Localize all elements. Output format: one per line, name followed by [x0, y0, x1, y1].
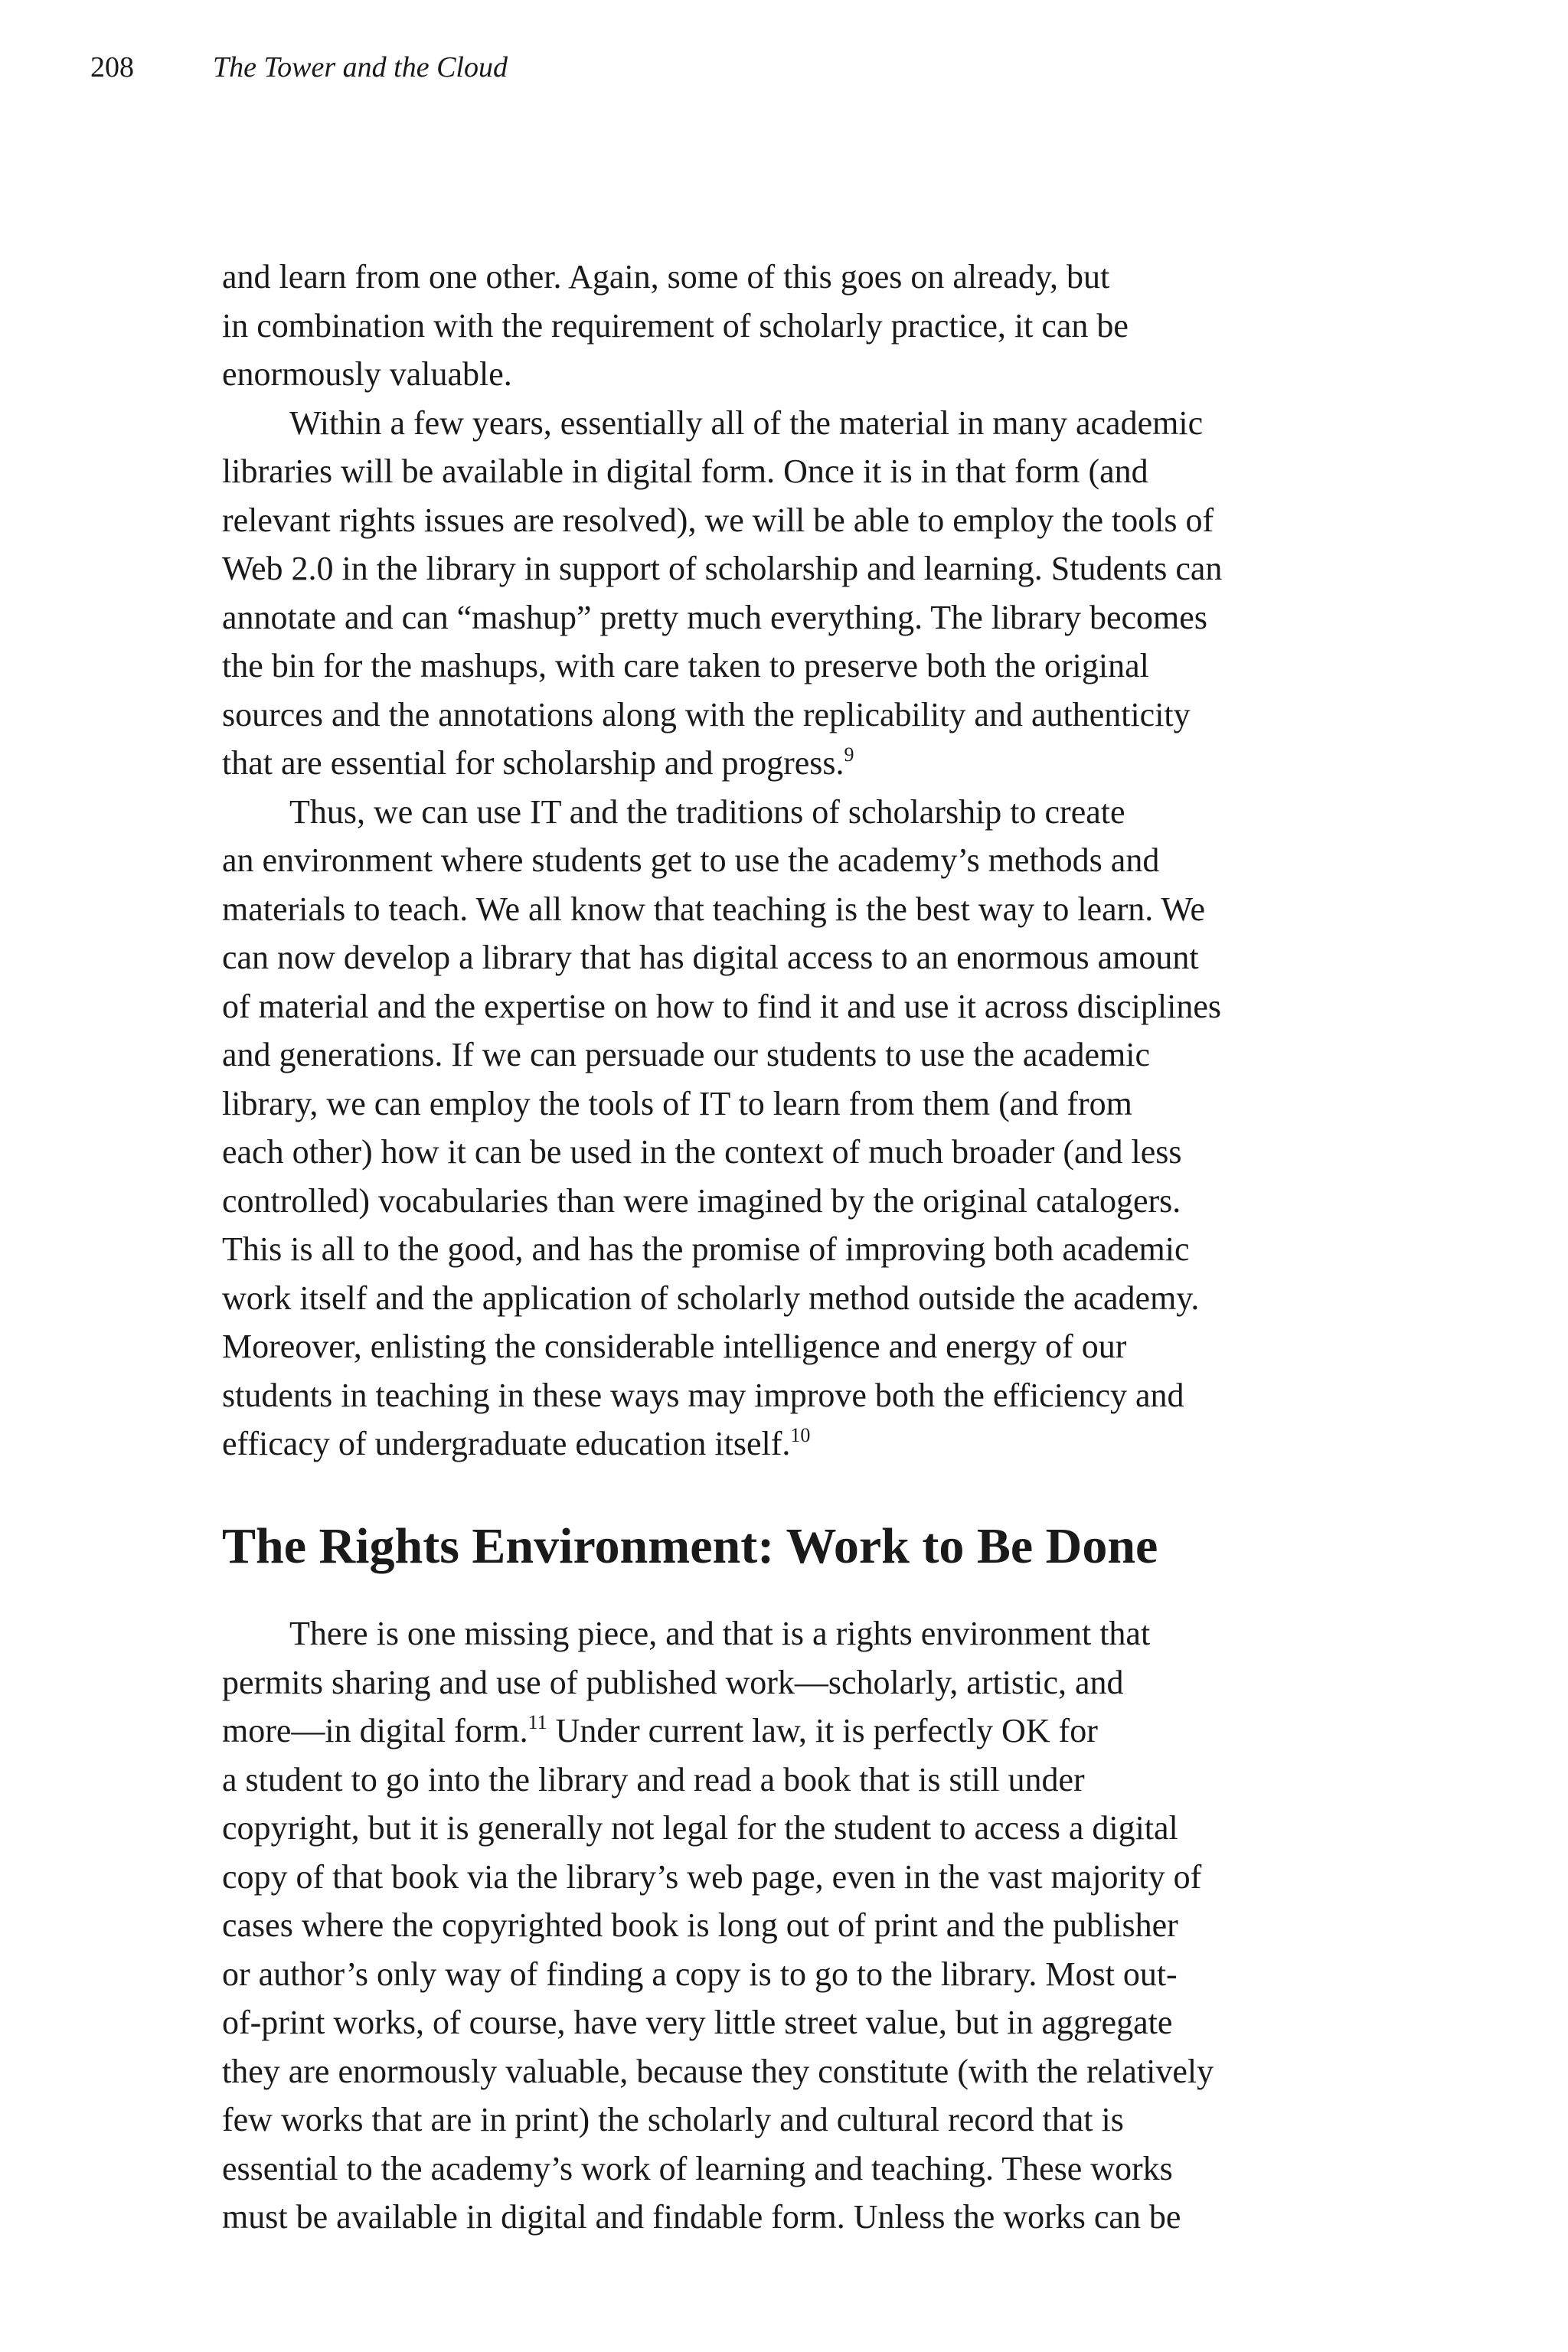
text-line: permits sharing and use of published work—scholarly, artistic, and — [222, 1663, 1124, 1701]
body-section-2 — [222, 1609, 1386, 2242]
text-line: each other) how it can be used in the context of much broader (and less — [222, 1133, 1182, 1171]
text-line: copyright, but it is generally not legal for the student to access a digital — [222, 1809, 1178, 1847]
text-line: Within a few years, essentially all of the material in many academic — [289, 403, 1204, 442]
text-line: they are enormously valuable, because they constitute (with the relatively — [222, 2052, 1214, 2090]
text-line: essential to the academy’s work of learning and teaching. These works — [222, 2149, 1173, 2187]
page-number: 208 — [90, 51, 134, 83]
text-line: libraries will be available in digital form. Once it is in that form (and — [222, 452, 1148, 490]
text-line: cases where the copyrighted book is long out of print and the publisher — [222, 1906, 1178, 1944]
text-line: annotate and can “mashup” pretty much everything. The library becomes — [222, 598, 1207, 636]
text-line: copy of that book via the library’s web page, even in the vast majority of — [222, 1857, 1202, 1896]
text-line: relevant rights issues are resolved), we will be able to employ the tools of — [222, 501, 1214, 539]
text-line: sources and the annotations along with the replicability and authenticity — [222, 695, 1191, 733]
text-line: and generations. If we can persuade our students to use the academic — [222, 1036, 1150, 1073]
text-line: materials to teach. We all know that teaching is the best way to learn. We — [222, 890, 1205, 928]
text-line: This is all to the good, and has the promise of improving both academic — [222, 1230, 1190, 1268]
text-line: can now develop a library that has digital access to an enormous amount — [222, 939, 1199, 976]
text-line: There is one missing piece, and that is a rights environment that — [289, 1615, 1151, 1652]
text-line: library, we can employ the tools of IT to learn from them (and from — [222, 1084, 1132, 1122]
footnote-marker-9: 9 — [844, 743, 854, 766]
text-line: of-print works, of course, have very little street value, but in aggregate — [222, 2004, 1173, 2041]
line-text: that are essential for scholarship and progress. — [222, 744, 844, 782]
text-line: controlled) vocabularies than were imagined by the original catalogers. — [222, 1181, 1181, 1220]
text-line: or author’s only way of finding a copy is to go to the library. Most out- — [222, 1955, 1178, 1993]
text-line: a student to go into the library and read a book that is still under — [222, 1760, 1085, 1798]
line-text: more—in digital form. — [222, 1712, 528, 1749]
text-line: the bin for the mashups, with care taken to preserve both the original — [222, 647, 1149, 684]
text-line: and learn from one other. Again, some of this goes on already, but — [222, 258, 1110, 296]
text-line: an environment where students get to use the academy’s methods and — [222, 841, 1160, 879]
text-line: Web 2.0 in the library in support of scholarship and learning. Students can — [222, 550, 1223, 587]
line-text: Under current law, it is perfectly OK for — [547, 1712, 1098, 1749]
text-line: in combination with the requirement of scholarly practice, it can be — [222, 306, 1129, 345]
body-section-1 — [222, 253, 1386, 1468]
text-line: of material and the expertise on how to find it and use it across disciplines — [222, 987, 1222, 1025]
text-line: students in teaching in these ways may improve both the efficiency and — [222, 1376, 1184, 1414]
line-text: efficacy of undergraduate education itself. — [222, 1425, 791, 1462]
text-line — [222, 1707, 1386, 1756]
text-line: Moreover, enlisting the considerable intelligence and energy of our — [222, 1328, 1127, 1365]
footnote-marker-11: 11 — [528, 1711, 547, 1733]
text-line — [222, 739, 1386, 788]
text-line: work itself and the application of scholarly method outside the academy. — [222, 1279, 1200, 1317]
text-line — [222, 1419, 1386, 1468]
text-line: Thus, we can use IT and the traditions of scholarship to create — [289, 792, 1125, 831]
footnote-marker-10: 10 — [790, 1424, 811, 1446]
text-line: enormously valuable. — [222, 355, 512, 393]
text-line: must be available in digital and findable form. Unless the works can be — [222, 2198, 1181, 2236]
text-line: few works that are in print) the scholarly and cultural record that is — [222, 2101, 1124, 2138]
book-title: The Tower and the Cloud — [213, 51, 508, 83]
running-head — [90, 47, 508, 87]
section-heading: The Rights Environment: Work to Be Done — [222, 1518, 1158, 1574]
